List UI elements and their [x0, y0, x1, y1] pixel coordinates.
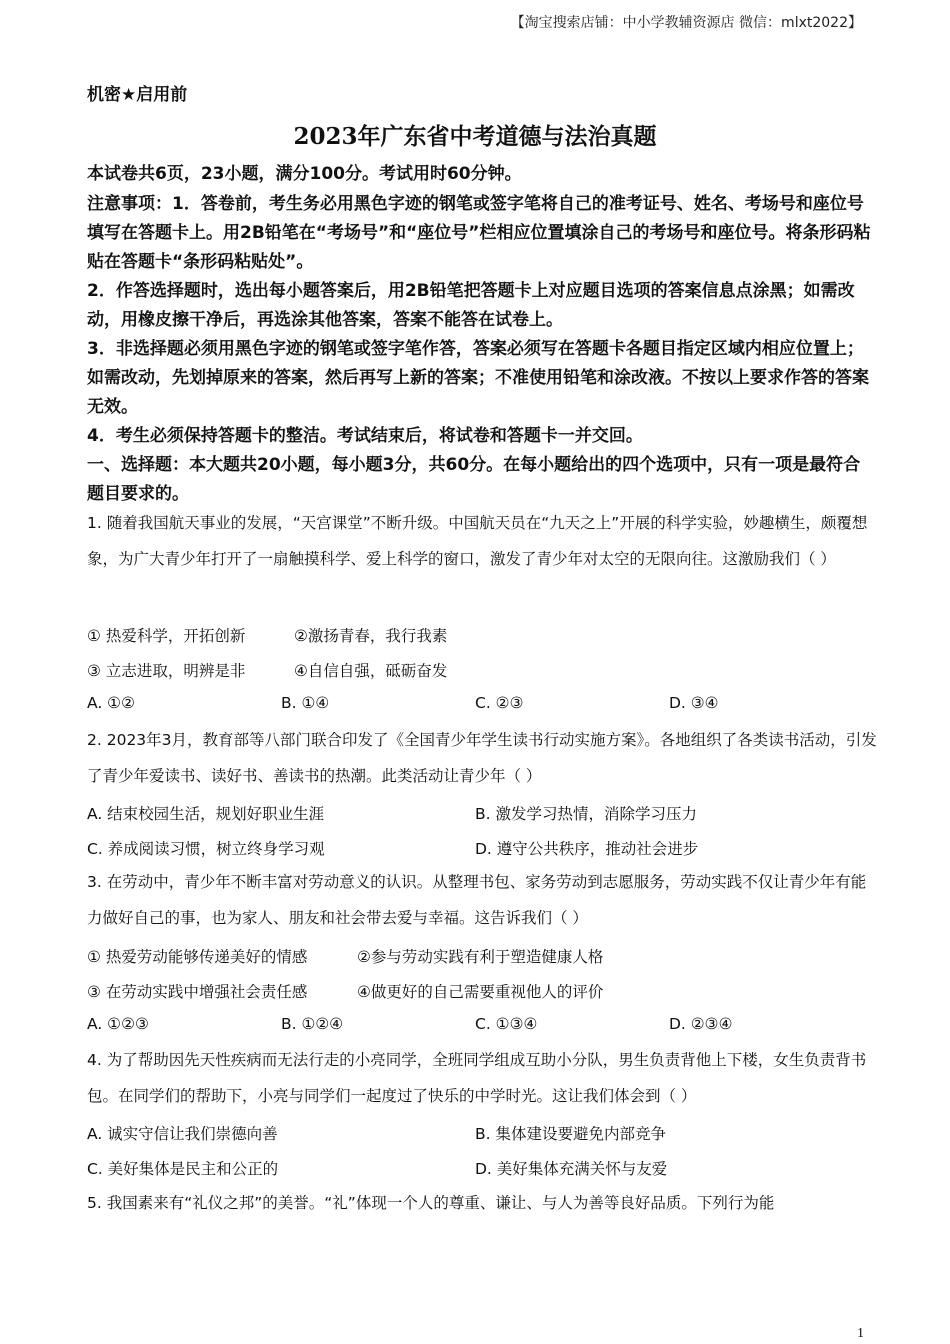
question-4-options-row-1 — [87, 1122, 877, 1144]
option-b: B. 激发学习热情，消除学习压力 — [475, 805, 697, 823]
question-4-stem: 4. 为了帮助因先天性疾病而无法行走的小亮同学，全班同学组成互助小分队，男生负责背他上下楼，女生负责背书包。在同学们的帮助下，小亮与同学们一起度过了快乐的中学时光。这让我们体会到（ ） — [87, 1051, 867, 1105]
option-d: D. 美好集体充满关怀与友爱 — [475, 1160, 668, 1178]
question-3-stem: 3. 在劳动中，青少年不断丰富对劳动意义的认识。从整理书包、家务劳动到志愿服务，劳动实践不仅让青少年有能力做好自己的事，也为家人、朋友和社会带去爱与幸福。这告诉我们（ ） — [87, 873, 867, 927]
question-2-options-row-2 — [87, 837, 877, 859]
statement: ②激扬青春，我行我素 — [294, 627, 448, 645]
question-2-stem: 2. 2023年3月，教育部等八部门联合印发了《全国青少年学生读书行动实施方案》。各地组织了各类读书活动，引发了青少年爱读书、读好书、善读书的热潮。此类活动让青少年（ ） — [87, 731, 877, 785]
option-d: D. ③④ — [669, 694, 719, 712]
option-c: C. ②③ — [475, 694, 524, 712]
option-c: C. ①③④ — [475, 1015, 538, 1033]
option-d: D. 遵守公共秩序，推动社会进步 — [475, 840, 699, 858]
question-2-options-row-1 — [87, 802, 877, 824]
statement: ③ 立志进取，明辨是非 — [87, 662, 246, 680]
question-1-stem: 1. 随着我国航天事业的发展，“天宫课堂”不断升级。中国航天员在“九天之上”开展的科学实验，妙趣横生，颇覆想象，为广大青少年打开了一扇触摸科学、爱上科学的窗口，激发了青少年对太空的无限向往。这激励我们（ ） — [87, 514, 868, 568]
statement: ① 热爱科学，开拓创新 — [87, 627, 246, 645]
question-3-statements-row-2 — [87, 980, 877, 1002]
question-1-options — [87, 694, 877, 716]
option-a: A. ①②③ — [87, 1015, 149, 1033]
question-1-statements-row-1 — [87, 624, 877, 646]
statement: ④自信自强，砥砺奋发 — [294, 662, 448, 680]
instruction-3: 3．非选择题必须用黑色字迹的钢笔或签字笔作答，答案必须写在答题卡各题目指定区域内相应位置上；如需改动，先划掉原来的答案，然后再写上新的答案；不准使用铅笔和涂改液。不按以上要求作答的答案无效。 — [87, 339, 869, 417]
option-a: A. 诚实守信让我们崇德向善 — [87, 1125, 278, 1143]
page-number: 1 — [857, 1326, 864, 1341]
page-title: 2023年广东省中考道德与法治真题 — [293, 123, 657, 150]
option-d: D. ②③④ — [669, 1015, 733, 1033]
question-4-options-row-2 — [87, 1157, 877, 1179]
question-3-options — [87, 1015, 877, 1037]
header-note: 【淘宝搜索店铺：中小学教辅资源店 微信：mlxt2022】 — [510, 15, 862, 31]
section-heading: 一、选择题：本大题共20小题，每小题3分，共60分。在每小题给出的四个选项中，只有一项是最符合题目要求的。 — [87, 455, 861, 504]
statement: ④做更好的自己需要重视他人的评价 — [357, 983, 604, 1001]
statement: ②参与劳动实践有利于塑造健康人格 — [357, 948, 604, 966]
option-c: C. 养成阅读习惯，树立终身学习观 — [87, 840, 325, 858]
instruction-1: 注意事项：1．答卷前，考生务必用黑色字迹的钢笔或签字笔将自己的准考证号、姓名、考场号和座位号填写在答题卡上。用2B铅笔在“考场号”和“座位号”栏相应位置填涂自己的考场号和座位号。将条形码粘贴在答题卡“条形码粘贴处”。 — [87, 194, 871, 272]
option-b: B. ①④ — [281, 694, 330, 712]
option-c: C. 美好集体是民主和公正的 — [87, 1160, 279, 1178]
instruction-4: 4．考生必须保持答题卡的整洁。考试结束后，将试卷和答题卡一并交回。 — [87, 426, 643, 446]
option-a: A. 结束校园生活，规划好职业生涯 — [87, 805, 325, 823]
option-a: A. ①② — [87, 694, 135, 712]
question-5-stem: 5. 我国素来有“礼仪之邦”的美誉。“礼”体现一个人的尊重、谦让、与人为善等良好品质。下列行为能 — [87, 1194, 775, 1212]
instruction-2: 2．作答选择题时，选出每小题答案后，用2B铅笔把答题卡上对应题目选项的答案信息点涂黑；如需改动，用橡皮擦干净后，再选涂其他答案，答案不能答在试卷上。 — [87, 281, 855, 330]
question-1-statements-row-2 — [87, 659, 877, 681]
option-b: B. 集体建设要避免内部竞争 — [475, 1125, 666, 1143]
statement: ① 热爱劳动能够传递美好的情感 — [87, 948, 308, 966]
question-3-statements-row-1 — [87, 945, 877, 967]
confidential-label: 机密★启用前 — [87, 85, 188, 105]
instruction-total: 本试卷共6页，23小题，满分100分。考试用时60分钟。 — [87, 164, 522, 184]
statement: ③ 在劳动实践中增强社会责任感 — [87, 983, 308, 1001]
option-b: B. ①②④ — [281, 1015, 344, 1033]
